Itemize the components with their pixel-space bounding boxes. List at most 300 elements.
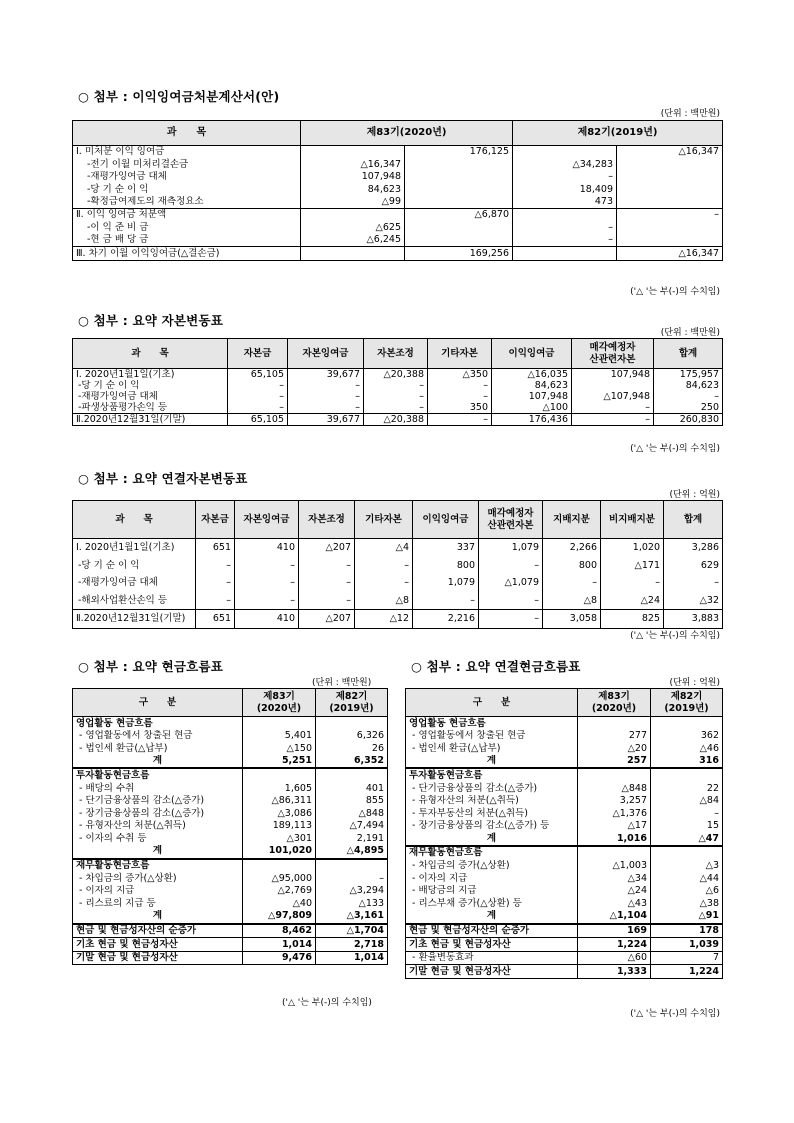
table-row (406, 742, 723, 755)
row-value: 1,014 (316, 951, 388, 965)
section-header-row (73, 859, 388, 873)
row-value: △107,948 (572, 391, 654, 402)
row-value: 337 (413, 539, 479, 557)
row-value: △40 (243, 897, 316, 910)
row-value: 6,326 (316, 730, 388, 743)
row-label: -전기 이월 미처리결손금 (73, 158, 301, 170)
column-header: 자본금 (196, 501, 235, 539)
total-row (406, 965, 723, 979)
table-row (73, 208, 723, 221)
row-value: 8,462 (243, 924, 316, 938)
row-value: – (196, 592, 235, 610)
row-value: △625 (301, 221, 405, 233)
column-header: 지배지분 (543, 501, 601, 539)
table-row (73, 196, 723, 209)
row-label: - 투자부동산의 처분(△취득) (406, 807, 578, 820)
row-value (578, 846, 651, 860)
row-label: - 차입금의 증가(△상환) (406, 860, 578, 873)
row-value: △34 (578, 872, 651, 885)
row-value: △43 (578, 897, 651, 910)
row-value: – (654, 391, 723, 402)
table-row (73, 391, 723, 402)
row-value: 2,216 (413, 610, 479, 629)
row-value: △86,311 (243, 795, 316, 808)
row-label: - 차입금의 증가(△상환) (73, 872, 243, 885)
row-label: - 법인세 환급(△납부) (73, 742, 243, 755)
row-label: - 이자의 지급 (406, 872, 578, 885)
table-row (73, 247, 723, 260)
row-value: 26 (316, 742, 388, 755)
cf-header-83: 제83기 (2020년) (243, 689, 316, 717)
equity-changes-title: ○ 첨부 : 요약 자본변동표 (78, 313, 223, 328)
row-value: – (513, 234, 617, 247)
row-value (651, 717, 723, 730)
row-value: – (617, 208, 723, 221)
row-value: 2,718 (316, 938, 388, 952)
row-label: -확정급여제도의 재측정요소 (73, 196, 301, 209)
row-value: – (572, 414, 654, 426)
row-value: 107,948 (492, 391, 572, 402)
cash-flow-title: ○ 첨부 : 요약 현금흐름표 (78, 659, 223, 674)
row-value: 1,333 (578, 965, 651, 979)
row-value: △133 (316, 897, 388, 910)
row-value: △84 (651, 795, 723, 808)
section-header-row (406, 717, 723, 730)
table-row (73, 414, 723, 426)
row-label: 기초 현금 및 현금성자산 (406, 938, 578, 952)
section-header-row (73, 717, 388, 730)
row-label: - 리스료의 지급 등 (73, 897, 243, 910)
column-header: 자본잉여금 (288, 339, 364, 369)
row-value: – (364, 380, 428, 391)
row-label: 현금 및 현금성자산의 순증가 (406, 924, 578, 938)
column-header: 매각예정자 산관련자본 (479, 501, 543, 539)
row-label: 기말 현금 및 현금성자산 (406, 965, 578, 979)
row-value: 18,409 (513, 183, 617, 195)
total-row (73, 951, 388, 965)
row-value: – (428, 380, 492, 391)
row-value: △4,895 (316, 845, 388, 859)
row-label: 투자활동현금흐름 (73, 768, 243, 782)
row-value: 84,623 (492, 380, 572, 391)
row-value: – (235, 574, 299, 592)
ccf-header-subject: 구 분 (406, 689, 578, 717)
row-label: -재평가잉여금 대체 (73, 391, 228, 402)
table-row (73, 574, 723, 592)
row-value: – (288, 402, 364, 414)
row-value: 107,948 (301, 171, 405, 183)
row-value: △848 (578, 782, 651, 795)
row-value: 169,256 (405, 247, 513, 260)
row-value: – (299, 574, 355, 592)
row-value: – (288, 391, 364, 402)
row-label: - 단기금융상품의 감소(△증가) (73, 795, 243, 808)
row-value (301, 146, 405, 159)
row-value: – (428, 414, 492, 426)
row-value: – (228, 391, 288, 402)
row-value: 800 (543, 557, 601, 575)
row-value: △24 (601, 592, 664, 610)
table-row (73, 402, 723, 414)
row-value: 629 (664, 557, 723, 575)
row-value (513, 146, 617, 159)
row-value: – (288, 380, 364, 391)
row-value: 250 (654, 402, 723, 414)
row-value (405, 234, 513, 247)
cf-header-82: 제82기 (2019년) (316, 689, 388, 717)
table-row (73, 234, 723, 247)
equity-changes-table (72, 338, 723, 426)
row-label: Ⅱ.2020년12월31일(기말) (73, 610, 196, 629)
row-value (578, 717, 651, 730)
table-row (406, 951, 723, 965)
row-label: 재무활동현금흐름 (73, 859, 243, 873)
total-row (73, 938, 388, 952)
cash-flow-unit: (단위 : 백만원) (312, 678, 372, 688)
consolidated-equity-table (72, 500, 723, 629)
row-value: △17 (578, 820, 651, 833)
row-value: △207 (299, 539, 355, 557)
table-row (73, 380, 723, 391)
row-value: 1,224 (651, 965, 723, 979)
table-row (73, 820, 388, 833)
row-value: 39,677 (288, 414, 364, 426)
row-value (405, 171, 513, 183)
row-value: – (228, 380, 288, 391)
row-label: Ⅱ.2020년12월31일(기말) (73, 414, 228, 426)
subtotal-row (73, 755, 388, 769)
section-header-row (406, 846, 723, 860)
row-value: 107,948 (572, 369, 654, 381)
row-value (578, 768, 651, 782)
row-label: 투자활동현금흐름 (406, 768, 578, 782)
consolidated-cash-flow-table (405, 688, 723, 979)
row-value: △100 (492, 402, 572, 414)
total-row (406, 924, 723, 938)
row-value (316, 859, 388, 873)
row-value: 84,623 (301, 183, 405, 195)
row-value: 15 (651, 820, 723, 833)
cash-flow-table (72, 688, 388, 965)
row-value: △1,104 (578, 910, 651, 924)
row-value: 22 (651, 782, 723, 795)
row-value: 2,191 (316, 832, 388, 845)
row-label: 영업활동 현금흐름 (406, 717, 578, 730)
retained-earnings-table (72, 120, 723, 261)
row-value: △4 (355, 539, 413, 557)
row-value: △3,161 (316, 910, 388, 924)
subtotal-row (406, 832, 723, 846)
row-label: -재평가잉여금 대체 (73, 574, 196, 592)
row-value: – (355, 574, 413, 592)
subtotal-row (73, 910, 388, 924)
row-value: △34,283 (513, 158, 617, 170)
row-label: 현금 및 현금성자산의 순증가 (73, 924, 243, 938)
row-value: – (196, 557, 235, 575)
row-label: -현 금 배 당 금 (73, 234, 301, 247)
row-value: – (479, 610, 543, 629)
row-label: - 배당금의 지급 (406, 885, 578, 898)
row-value: 1,224 (578, 938, 651, 952)
row-value: △171 (601, 557, 664, 575)
consolidated-equity-title: ○ 첨부 : 요약 연결자본변동표 (78, 471, 248, 486)
row-value: △16,347 (617, 247, 723, 260)
column-header: 합계 (664, 501, 723, 539)
row-value: 1,020 (601, 539, 664, 557)
row-value: 176,436 (492, 414, 572, 426)
row-value: △91 (651, 910, 723, 924)
table-row (406, 820, 723, 833)
consolidated-equity-unit: (단위 : 억원) (669, 490, 720, 500)
row-label: 계 (73, 755, 243, 769)
row-label: - 이자의 지급 (73, 885, 243, 898)
section-header-row (406, 768, 723, 782)
row-value (617, 171, 723, 183)
table-row (406, 885, 723, 898)
row-label: - 장기금융상품의 감소(△증가) (73, 807, 243, 820)
row-value: – (664, 574, 723, 592)
row-value (405, 196, 513, 209)
row-label: - 환율변동효과 (406, 951, 578, 965)
row-value: △12 (355, 610, 413, 629)
row-value: 7 (651, 951, 723, 965)
row-label: - 유형자산의 처분(△취득) (406, 795, 578, 808)
row-label: 재무활동현금흐름 (406, 846, 578, 860)
table-row (406, 860, 723, 873)
row-value: 169 (578, 924, 651, 938)
row-value: 1,039 (651, 938, 723, 952)
row-value: 65,105 (228, 369, 288, 381)
row-value (617, 196, 723, 209)
row-label: Ⅲ. 차기 이월 이익잉여금(△결손금) (73, 247, 301, 260)
row-value: 410 (235, 610, 299, 629)
row-value: 800 (413, 557, 479, 575)
row-value: △150 (243, 742, 316, 755)
row-value: – (543, 574, 601, 592)
row-value (617, 221, 723, 233)
row-label: 영업활동 현금흐름 (73, 717, 243, 730)
row-value: △3 (651, 860, 723, 873)
row-value: △350 (428, 369, 492, 381)
consolidated-cash-flow-note: ('△ '는 부(-)의 수치임) (630, 1009, 720, 1019)
row-value: 651 (196, 610, 235, 629)
row-value: 3,883 (664, 610, 723, 629)
row-label: - 장기금융상품의 감소(△증가) 등 (406, 820, 578, 833)
retained-earnings-note: ('△ '는 부(-)의 수치임) (630, 287, 720, 297)
row-value (405, 183, 513, 195)
row-label: - 배당의 수취 (73, 782, 243, 795)
row-label: - 영업활동에서 창출된 현금 (406, 730, 578, 743)
table-row (73, 146, 723, 159)
row-label: -당 기 순 이 익 (73, 183, 301, 195)
row-value: – (513, 171, 617, 183)
row-value: △16,347 (617, 146, 723, 159)
row-value: – (479, 592, 543, 610)
row-value: 401 (316, 782, 388, 795)
table-row (73, 158, 723, 170)
row-value: △20,388 (364, 414, 428, 426)
cash-flow-note: ('△ '는 부(-)의 수치임) (282, 998, 372, 1008)
table-row (406, 897, 723, 910)
consolidated-cash-flow-unit: (단위 : 억원) (669, 678, 720, 688)
total-row (73, 924, 388, 938)
row-value: △6 (651, 885, 723, 898)
row-value: 260,830 (654, 414, 723, 426)
row-value: – (413, 592, 479, 610)
consolidated-cash-flow-title: ○ 첨부 : 요약 연결현금흐름표 (411, 659, 581, 674)
equity-changes-note: ('△ '는 부(-)의 수치임) (630, 444, 720, 454)
row-value: – (651, 807, 723, 820)
row-value: – (355, 557, 413, 575)
row-value: 350 (428, 402, 492, 414)
row-value: 65,105 (228, 414, 288, 426)
section-header-row (73, 768, 388, 782)
row-value: 473 (513, 196, 617, 209)
row-value (617, 158, 723, 170)
table-row (406, 795, 723, 808)
row-value (243, 768, 316, 782)
header-subject: 과 목 (73, 121, 301, 146)
table-row (73, 872, 388, 885)
row-value: △97,809 (243, 910, 316, 924)
row-value: △1,079 (479, 574, 543, 592)
row-value (513, 247, 617, 260)
row-value: 176,125 (405, 146, 513, 159)
subtotal-row (73, 845, 388, 859)
row-value: 2,266 (543, 539, 601, 557)
row-value: 1,079 (413, 574, 479, 592)
row-value: – (364, 402, 428, 414)
row-value: △60 (578, 951, 651, 965)
row-label: 기초 현금 및 현금성자산 (73, 938, 243, 952)
row-label: - 이자의 수취 등 (73, 832, 243, 845)
row-label: 계 (406, 755, 578, 769)
row-value: △3,294 (316, 885, 388, 898)
row-value: 6,352 (316, 755, 388, 769)
row-value: △99 (301, 196, 405, 209)
header-period-82: 제82기(2019년) (513, 121, 723, 146)
equity-changes-unit: (단위 : 백만원) (660, 328, 720, 338)
row-value: – (196, 574, 235, 592)
column-header: 합계 (654, 339, 723, 369)
row-value: △20 (578, 742, 651, 755)
column-header: 이익잉여금 (413, 501, 479, 539)
row-value: △6,245 (301, 234, 405, 247)
table-row (73, 885, 388, 898)
row-value: △47 (651, 832, 723, 846)
row-label: 계 (73, 845, 243, 859)
row-value: 316 (651, 755, 723, 769)
table-row (73, 742, 388, 755)
row-label: Ⅰ. 2020년1월1일(기초) (73, 539, 196, 557)
row-value: △46 (651, 742, 723, 755)
row-value: 189,113 (243, 820, 316, 833)
row-label: -파생상품평가손익 등 (73, 402, 228, 414)
row-label: - 유형자산의 처분(△취득) (73, 820, 243, 833)
row-value: – (513, 221, 617, 233)
row-label: 계 (406, 832, 578, 846)
row-value: 3,058 (543, 610, 601, 629)
table-row (73, 171, 723, 183)
column-header: 기타자본 (428, 339, 492, 369)
row-value (316, 768, 388, 782)
row-value: 410 (235, 539, 299, 557)
row-label: - 리스부채 증가(△상환) 등 (406, 897, 578, 910)
column-header: 자본조정 (299, 501, 355, 539)
column-header: 비지배지분 (601, 501, 664, 539)
row-value (243, 717, 316, 730)
table-row (73, 221, 723, 233)
table-row (73, 610, 723, 629)
row-value: △32 (664, 592, 723, 610)
subtotal-row (406, 755, 723, 769)
row-value: 5,251 (243, 755, 316, 769)
table-row (73, 832, 388, 845)
row-value: △1,376 (578, 807, 651, 820)
row-value (405, 221, 513, 233)
table-row (406, 807, 723, 820)
header-period-83: 제83기(2020년) (301, 121, 513, 146)
row-value: – (601, 574, 664, 592)
row-value: △20,388 (364, 369, 428, 381)
column-header: 자본조정 (364, 339, 428, 369)
row-value: 101,020 (243, 845, 316, 859)
table-row (406, 730, 723, 743)
table-row (406, 872, 723, 885)
row-value: – (228, 402, 288, 414)
row-value: △207 (299, 610, 355, 629)
row-value: – (235, 557, 299, 575)
row-value (617, 234, 723, 247)
row-value: 1,016 (578, 832, 651, 846)
row-value (243, 859, 316, 873)
row-label: -당 기 순 이 익 (73, 557, 196, 575)
table-row (73, 782, 388, 795)
table-row (406, 782, 723, 795)
row-value: △1,704 (316, 924, 388, 938)
row-label: Ⅱ. 이익 잉여금 처분액 (73, 208, 301, 221)
table-row (73, 183, 723, 195)
row-value: △8 (355, 592, 413, 610)
row-value: △301 (243, 832, 316, 845)
row-value: △95,000 (243, 872, 316, 885)
row-label: Ⅰ. 미처분 이익 잉여금 (73, 146, 301, 159)
consolidated-equity-note: ('△ '는 부(-)의 수치임) (630, 631, 720, 641)
table-row (73, 897, 388, 910)
row-value: △24 (578, 885, 651, 898)
row-value: – (572, 402, 654, 414)
row-value: 39,677 (288, 369, 364, 381)
row-value (316, 717, 388, 730)
row-label: -재평가잉여금 대체 (73, 171, 301, 183)
row-value: △16,035 (492, 369, 572, 381)
row-label: -이 익 준 비 금 (73, 221, 301, 233)
row-value (651, 768, 723, 782)
column-header: 기타자본 (355, 501, 413, 539)
row-value: 1,605 (243, 782, 316, 795)
table-row (73, 807, 388, 820)
row-value: 855 (316, 795, 388, 808)
row-value: 257 (578, 755, 651, 769)
column-header: 과 목 (73, 501, 196, 539)
row-label: - 영업활동에서 창출된 현금 (73, 730, 243, 743)
subtotal-row (406, 910, 723, 924)
row-value: 3,257 (578, 795, 651, 808)
row-value: 5,401 (243, 730, 316, 743)
cf-header-subject: 구 분 (73, 689, 243, 717)
row-label: -당 기 순 이 익 (73, 380, 228, 391)
row-value: 1,079 (479, 539, 543, 557)
